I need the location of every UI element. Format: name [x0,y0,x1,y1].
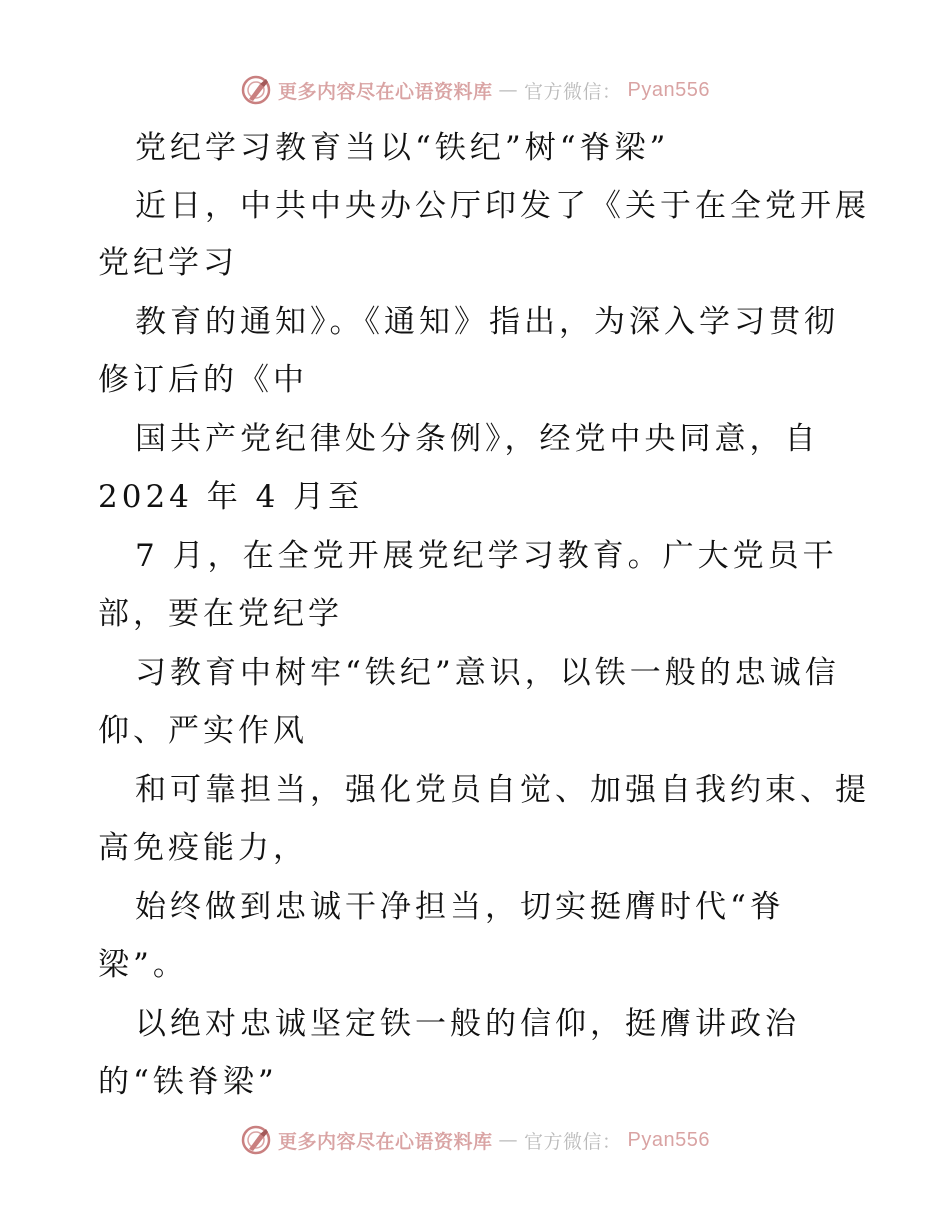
watermark-main-text: 更多内容尽在心语资料库 [278,1130,493,1153]
paragraph-line: 近日，中共中央办公厅印发了《关于在全党开展 [135,188,870,224]
paragraph-line: 梁”。 [98,947,188,983]
paragraph-line: 教育的通知》。《通知》指出，为深入学习贯彻 [135,304,839,340]
watermark-main-text: 更多内容尽在心语资料库 [278,80,493,103]
watermark-separator: — [498,79,519,101]
watermark-separator: — [498,1129,519,1151]
paragraph-line: 国共产党纪律处分条例》，经党中央同意，自 [135,421,820,457]
paragraph-line: 党纪学习 [98,245,238,281]
paragraph-line: 以绝对忠诚坚定铁一般的信仰，挺膺讲政治 [135,1006,800,1042]
watermark-wechat-id: Pyan556 [627,78,710,101]
paragraph-line: 和可靠担当，强化党员自觉、加强自我约束、提 [135,772,870,808]
paragraph-line: 7 月，在全党开展党纪学习教育。广大党员干 [135,538,838,574]
watermark-footer-inner [240,1124,710,1156]
watermark-wechat-label: 官方微信： [524,1130,622,1153]
paragraph-line: 习教育中树牢“铁纪”意识，以铁一般的忠诚信 [135,655,840,691]
paragraph-line: 高免疫能力， [98,830,308,866]
paragraph-line: 部，要在党纪学 [98,596,343,632]
watermark-wechat-id: Pyan556 [627,1128,710,1151]
paragraph-line: 始终做到忠诚干净担当，切实挺膺时代“脊 [135,889,785,925]
watermark-wechat-label: 官方微信： [524,80,622,103]
document-title: 党纪学习教育当以“铁纪”树“脊梁” [135,130,670,166]
paragraph-line: 2024 年 4 月至 [98,479,364,515]
paragraph-line: 修订后的《中 [98,362,308,398]
watermark-footer [0,1120,950,1160]
paragraph-line: 的“铁脊梁” [98,1064,278,1100]
pen-nib-circle-icon [240,1124,272,1156]
paragraph-line: 仰、严实作风 [98,713,308,749]
